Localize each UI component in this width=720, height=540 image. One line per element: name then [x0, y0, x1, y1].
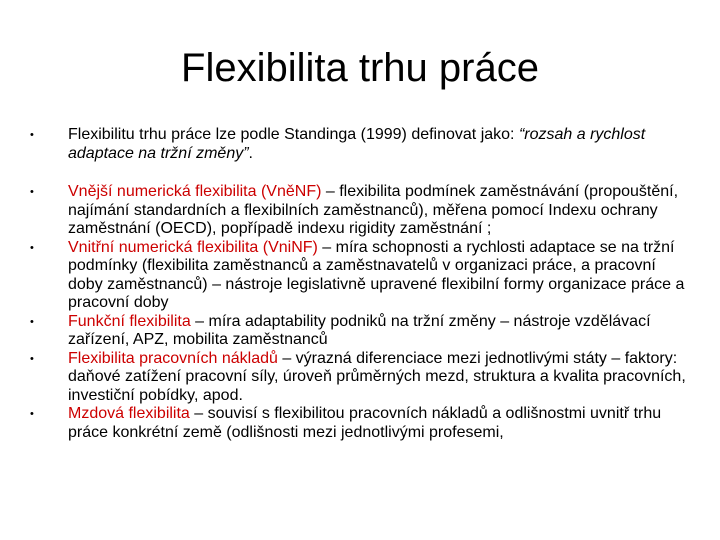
list-item [30, 183, 690, 239]
bullet-icon: • [30, 241, 34, 254]
bullet-list [30, 126, 690, 442]
bullet-icon: • [30, 129, 34, 141]
term-description: – flexibilita podmínek zaměstnávání (propouštění, najímání standardních a flexibilních zaměstnanců), měřena pomocí Indexu ochrany zaměstnání (OECD), popřípadě indexu rigidity zaměstnání ; [68, 183, 679, 237]
term-description: – výrazná diferenciace mezi jednotlivými státy – faktory: daňové zatížení pracovní síly, úroveň průměrných mezd, struktura a kvalita pracovních, investiční pobídky, apod. [68, 349, 686, 404]
bullet-icon: • [30, 315, 34, 328]
definition-end: . [248, 144, 253, 162]
term-description: – míra adaptability podniků na tržní změny – nástroje vzdělávací zařízení, APZ, mobilita zaměstnanců [68, 312, 651, 348]
term-description: – souvisí s flexibilitou pracovních nákladů a odlišnostmi uvnitř trhu práce konkrétní země (odlišnosti mezi jednotlivými profesemi, [68, 405, 662, 441]
list-item [30, 313, 690, 350]
term-label: Vnější numerická flexibilita (VněNF) [68, 183, 322, 200]
list-item [30, 126, 690, 163]
list-item [30, 239, 690, 313]
bullet-icon: • [30, 408, 34, 420]
term-label: Flexibilita pracovních nákladů [68, 349, 278, 367]
bullet-icon: • [30, 186, 34, 198]
term-label: Mzdová flexibilita [68, 405, 190, 422]
list-item [30, 350, 690, 406]
definition-quote: “rozsah a rychlost adaptace na tržní změny” [68, 126, 646, 162]
definition-intro-text: Flexibilitu trhu práce lze podle Standinga (1999) definovat jako: [68, 126, 519, 143]
term-description: – míra schopnosti a rychlosti adaptace se na tržní podmínky (flexibilita zaměstnanců a zaměstnavatelů v organizaci práce, a pracovní doby zaměstnanců) – nástroje legislativně upravené flexibilní formy organizace práce a pracovní doby [68, 238, 685, 311]
slide-title: Flexibilita trhu práce [181, 46, 539, 90]
bullet-icon: • [30, 352, 34, 365]
term-label: Funkční flexibilita [68, 312, 191, 330]
list-item [30, 405, 690, 442]
term-label: Vnitřní numerická flexibilita (VniNF) [68, 238, 318, 256]
